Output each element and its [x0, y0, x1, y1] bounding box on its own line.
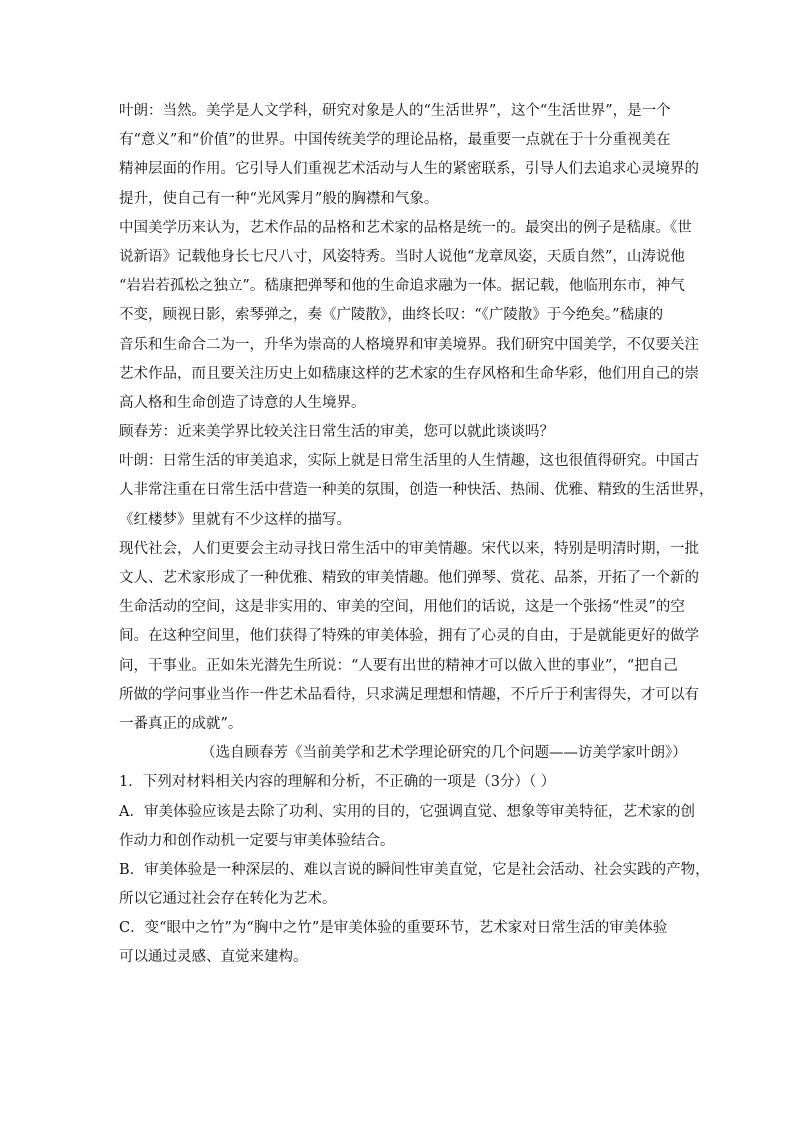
passage-line: 叶朗：当然。美学是人文学科，研究对象是人的“生活世界”，这个“生活世界”，是一个: [119, 103, 671, 119]
passage-line: 音乐和生命合二为一，升华为崇高的人格境界和审美境界。我们研究中国美学，不仅要关注: [119, 336, 699, 353]
passage-line: 现代社会，人们更要会主动寻找日常生活中的审美情趣。宋代以来，特别是明清时期，一批: [119, 540, 699, 557]
passage-line: “岩岩若孤松之独立”。嵇康把弹琴和他的生命追求融为一体。据记载，他临刑东市，神气: [119, 278, 685, 295]
passage-line: 提升，使自己有一种“光风霁月”般的胸襟和气象。: [119, 190, 439, 207]
passage-line: 所做的学问事业当作一件艺术品看待，只求满足理想和情趣，不斤斤于利害得失，才可以有: [119, 686, 699, 703]
passage-line: 艺术作品，而且要关注历史上如嵇康这样的艺术家的生存风格和生命华彩，他们用自己的崇: [119, 365, 699, 382]
passage-line: 一番真正的成就”。: [119, 715, 243, 732]
option-a-line: A．审美体验应该是去除了功利、实用的目的，它强调直觉、想象等审美特征，艺术家的创: [119, 803, 695, 820]
passage-line: 间。在这种空间里，他们获得了特殊的审美体验，拥有了心灵的自由，于是就能更好的做学: [119, 628, 699, 645]
passage-line: 叶朗：日常生活的审美追求，实际上就是日常生活里的人生情趣，这也很值得研究。中国古: [119, 453, 699, 470]
document-page: [119, 97, 714, 973]
passage-line: 文人、艺术家形成了一种优雅、精致的审美情趣。他们弹琴、赏花、品茶，开拓了一个新的: [119, 570, 699, 586]
passage-line: 问，干事业。正如朱光潜先生所说：“人要有出世的精神才可以做入世的事业”，“把自己: [119, 657, 678, 674]
passage-line: 人非常注重在日常生活中营造一种美的氛围，创造一种快活、热闹、优雅、精致的生活世界，: [119, 482, 714, 499]
option-b-line: 所以它通过社会存在转化为艺术。: [119, 891, 337, 908]
passage-line: 说新语》记载他身长七尺八寸，风姿特秀。当时人说他“龙章凤姿，天质自然”，山涛说他: [119, 248, 685, 265]
passage-line: 中国美学历来认为，艺术作品的品格和艺术家的品格是统一的。最突出的例子是嵇康。《世: [119, 219, 692, 236]
passage-line: 不变，顾视日影，索琴弹之，奏《广陵散》，曲终长叹：“《广陵散》于今绝矣。”嵇康的: [119, 307, 664, 324]
passage-line: 有“意义”和“价值”的世界。中国传统美学的理论品格，最重要一点就在于十分重视美在: [119, 132, 671, 149]
option-c-line: 可以通过灵感、直觉来建构。: [119, 949, 308, 966]
question-stem: 1．下列对材料相关内容的理解和分析，不正确的一项是（3分）（ ）: [119, 774, 556, 791]
passage-line: 高人格和生命创造了诗意的人生境界。: [119, 394, 366, 411]
source-citation: （选自顾春芳《当前美学和艺术学理论研究的几个问题——访美学家叶朗》）: [201, 745, 687, 762]
passage-line: 《红楼梦》里就有不少这样的描写。: [119, 511, 351, 528]
option-a-line: 作动力和创作动机一定要与审美体验结合。: [119, 832, 395, 849]
option-b-line: B．审美体验是一种深层的、难以言说的瞬间性审美直觉，它是社会活动、社会实践的产物，: [119, 861, 710, 878]
passage-line: 顾春芳：近来美学界比较关注日常生活的审美，您可以就此谈谈吗？: [119, 424, 554, 441]
option-c-line: C．变“眼中之竹”为“胸中之竹”是审美体验的重要环节，艺术家对日常生活的审美体验: [119, 920, 668, 937]
passage-line: 精神层面的作用。它引导人们重视艺术活动与人生的紧密联系，引导人们去追求心灵境界的: [119, 161, 699, 178]
passage-line: 生命活动的空间，这是非实用的、审美的空间，用他们的话说，这是一个张扬“性灵”的空: [119, 599, 685, 616]
